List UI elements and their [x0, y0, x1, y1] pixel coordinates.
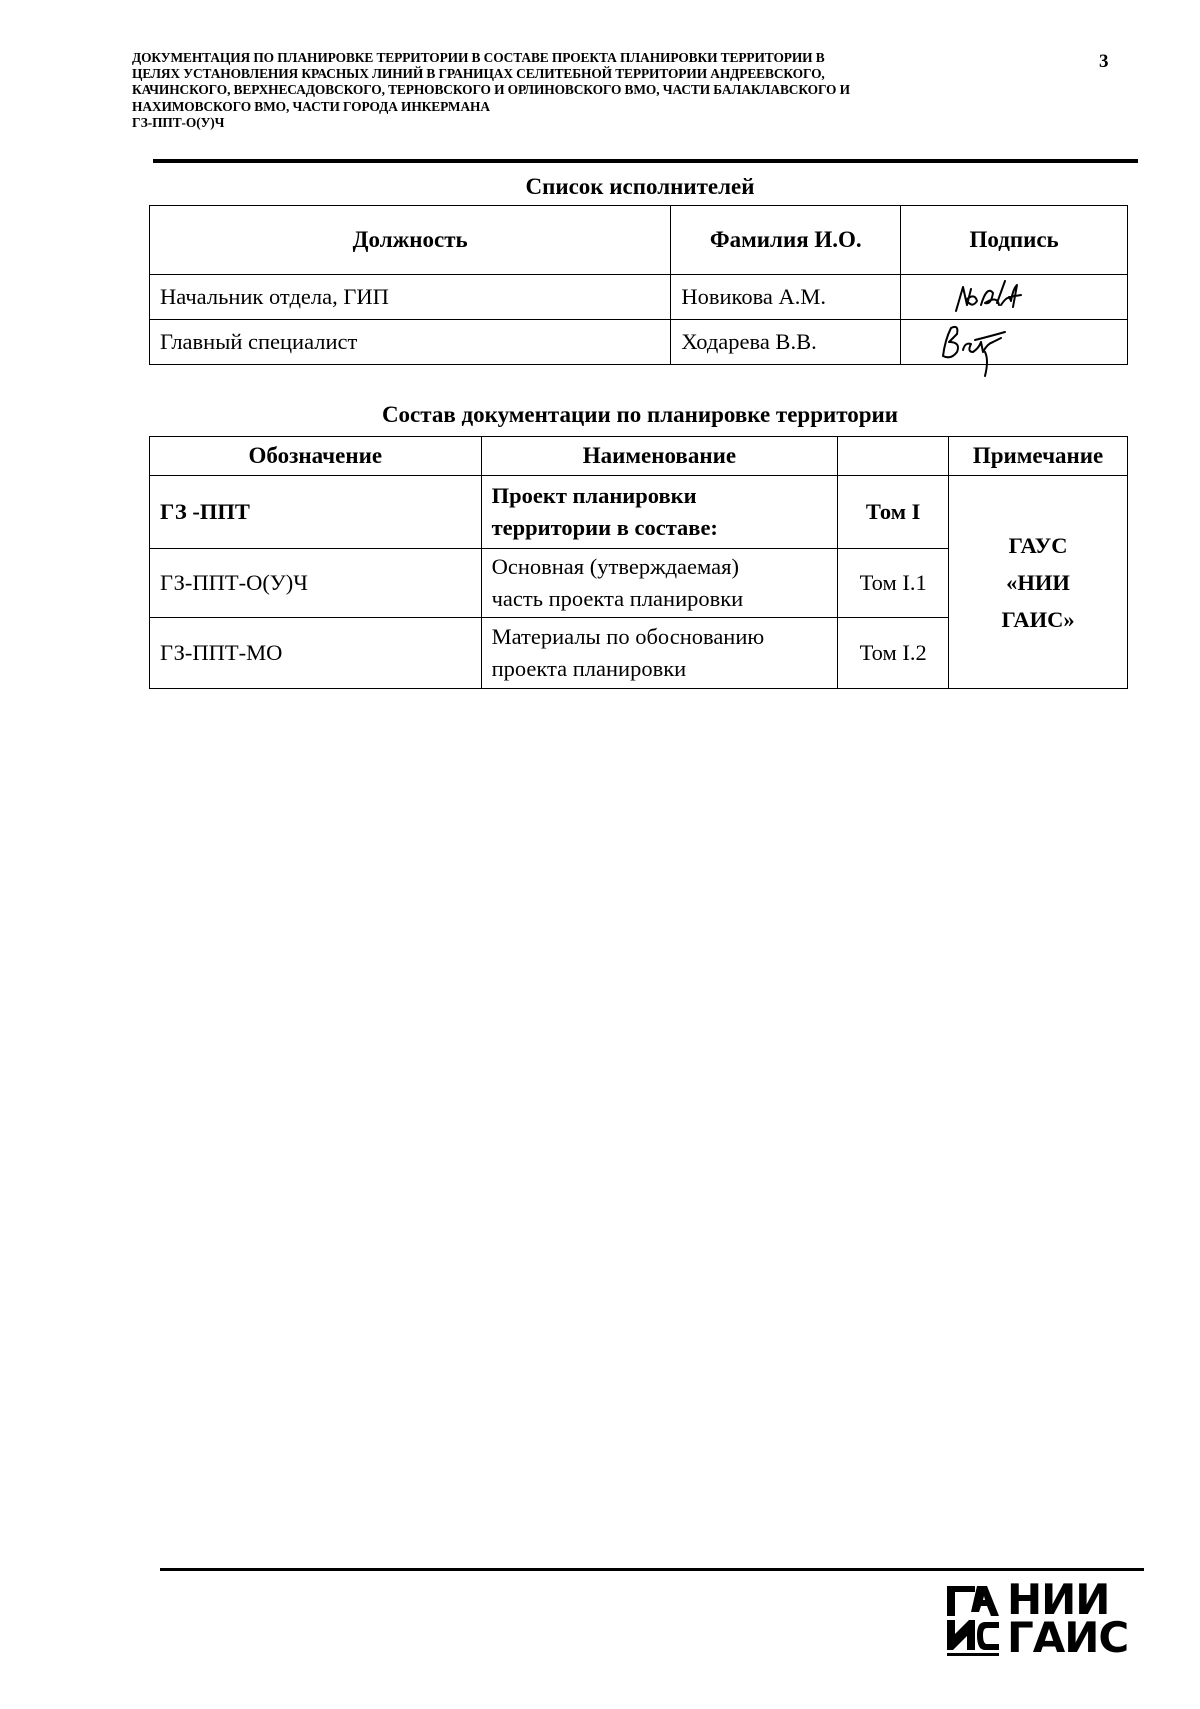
code-cell: ГЗ -ППТ	[150, 476, 482, 549]
institute-logo	[945, 1575, 1129, 1662]
volume-cell: Том I	[838, 476, 949, 549]
table-row	[150, 275, 1128, 320]
note-line: ГАИС»	[1001, 606, 1075, 632]
performers-title: Список исполнителей	[525, 174, 755, 199]
table-header-row	[150, 437, 1128, 476]
performers-table	[149, 205, 1128, 365]
logo-text: ГАИС	[1007, 1613, 1129, 1662]
name-line: часть проекта планировки	[491, 586, 744, 611]
table-row	[150, 320, 1128, 365]
logo-text: НИИ	[1007, 1575, 1110, 1624]
note-line: ГАУС	[1008, 532, 1068, 558]
header-line: ЦЕЛЯХ УСТАНОВЛЕНИЯ КРАСНЫХ ЛИНИЙ В ГРАНИЦАХ СЕЛИТЕБНОЙ ТЕРРИТОРИИ АНДРЕЕВСКОГО,	[132, 66, 825, 82]
column-header: Обозначение	[150, 437, 482, 476]
volume-cell: Том I.1	[838, 549, 949, 618]
code-cell: ГЗ-ППТ-О(У)Ч	[150, 549, 482, 618]
name-line: проекта планировки	[491, 656, 687, 681]
signature-image	[901, 320, 1128, 380]
signature-cell	[901, 320, 1128, 365]
code-cell: ГЗ-ППТ-МО	[150, 618, 482, 689]
name-cell: Ходарева В.В.	[671, 320, 901, 365]
column-header	[838, 437, 949, 476]
name-cell	[481, 476, 838, 549]
header-line: НАХИМОВСКОГО ВМО, ЧАСТИ ГОРОДА ИНКЕРМАНА	[132, 98, 490, 114]
position-cell: Главный специалист	[150, 320, 671, 365]
logo-mark-icon	[945, 1582, 1001, 1658]
name-line: Основная (утверждаемая)	[491, 554, 739, 579]
signature-image	[901, 275, 1128, 319]
column-header: Примечание	[949, 437, 1128, 476]
footer-divider	[160, 1568, 1144, 1571]
page-number: 3	[1099, 51, 1109, 72]
name-line: территории в составе:	[491, 515, 718, 540]
document-header	[132, 50, 1052, 131]
name-cell	[481, 618, 838, 689]
note-line: «НИИ	[1006, 569, 1070, 595]
document-code: ГЗ-ППТ-О(У)Ч	[132, 114, 225, 130]
volume-cell: Том I.2	[838, 618, 949, 689]
column-header: Фамилия И.О.	[671, 206, 901, 275]
name-line: Проект планировки	[491, 483, 697, 508]
note-cell	[949, 476, 1128, 689]
column-header: Должность	[150, 206, 671, 275]
documentation-title: Состав документации по планировке территории	[381, 402, 899, 427]
documentation-table	[149, 436, 1128, 689]
name-cell: Новикова А.М.	[671, 275, 901, 320]
name-line: Материалы по обоснованию	[491, 624, 765, 649]
header-line: ДОКУМЕНТАЦИЯ ПО ПЛАНИРОВКЕ ТЕРРИТОРИИ В СОСТАВЕ ПРОЕКТА ПЛАНИРОВКИ ТЕРРИТОРИИ В	[132, 50, 825, 65]
column-header: Наименование	[481, 437, 838, 476]
name-cell	[481, 549, 838, 618]
header-divider	[153, 159, 1138, 163]
table-header-row	[150, 206, 1128, 275]
position-cell: Начальник отдела, ГИП	[150, 275, 671, 320]
signature-cell	[901, 275, 1128, 320]
table-row	[150, 476, 1128, 549]
header-line: КАЧИНСКОГО, ВЕРХНЕСАДОВСКОГО, ТЕРНОВСКОГО И ОРЛИНОВСКОГО ВМО, ЧАСТИ БАЛАКЛАВСКОГО И	[132, 82, 850, 98]
column-header: Подпись	[901, 206, 1128, 275]
